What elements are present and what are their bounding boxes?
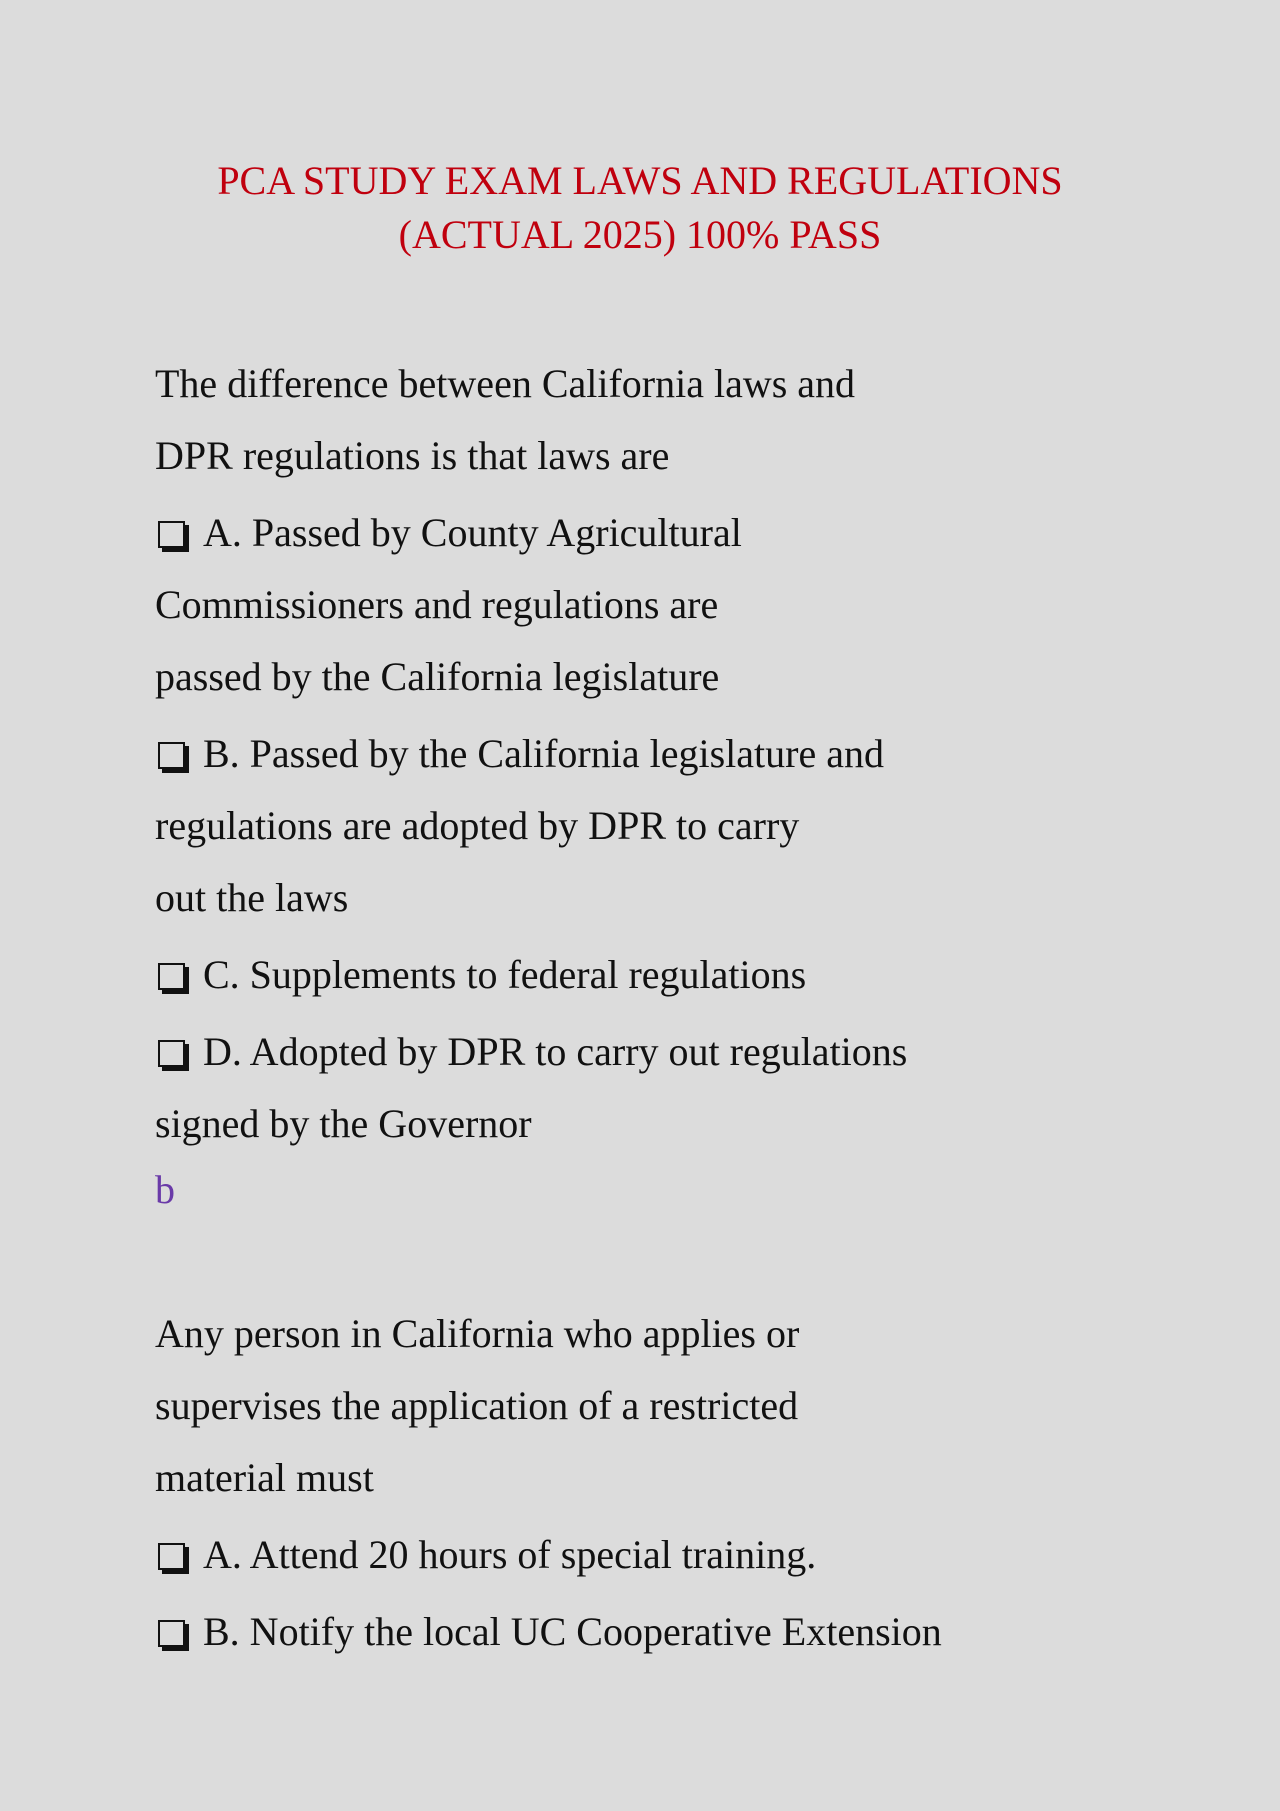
answer-key: b — [155, 1167, 175, 1212]
checkbox-icon[interactable] — [158, 1543, 185, 1570]
title-line-2: (ACTUAL 2025) 100% PASS — [398, 212, 882, 257]
question-stem — [155, 1298, 1155, 1514]
stem-line: supervises the application of a restricted — [155, 1383, 799, 1428]
checkbox-icon[interactable] — [158, 1040, 185, 1067]
stem-line: material must — [155, 1455, 374, 1500]
option-b[interactable] — [155, 718, 1155, 934]
option-line: regulations are adopted by DPR to carry — [155, 803, 800, 848]
checkbox-icon[interactable] — [158, 1620, 185, 1647]
option-text: B. Passed by the California legislature and — [203, 731, 884, 776]
option-text: D. Adopted by DPR to carry out regulations — [203, 1029, 908, 1074]
option-line — [155, 1016, 1155, 1088]
option-line — [155, 497, 1155, 569]
title-line-1: PCA STUDY EXAM LAWS AND REGULATIONS — [217, 158, 1063, 203]
question-stem — [155, 348, 1155, 492]
option-a[interactable] — [155, 497, 1155, 713]
option-text: A. Passed by County Agricultural — [203, 510, 742, 555]
option-text: C. Supplements to federal regulations — [203, 952, 807, 997]
question-2 — [155, 1298, 1155, 1668]
question-1 — [155, 348, 1155, 1226]
option-line: signed by the Governor — [155, 1101, 532, 1146]
option-text: B. Notify the local UC Cooperative Extension — [203, 1609, 942, 1654]
option-line — [155, 1519, 1155, 1591]
option-line: out the laws — [155, 875, 349, 920]
option-text: A. Attend 20 hours of special training. — [203, 1532, 817, 1577]
option-c[interactable] — [155, 939, 1155, 1011]
checkbox-icon[interactable] — [158, 742, 185, 769]
stem-line: DPR regulations is that laws are — [155, 433, 670, 478]
checkbox-icon[interactable] — [158, 521, 185, 548]
option-d[interactable] — [155, 1016, 1155, 1160]
option-line: passed by the California legislature — [155, 654, 720, 699]
option-b[interactable] — [155, 1596, 1155, 1668]
stem-line: Any person in California who applies or — [155, 1311, 800, 1356]
checkbox-icon[interactable] — [158, 963, 185, 990]
stem-line: The difference between California laws and — [155, 361, 856, 406]
option-line — [155, 718, 1155, 790]
option-line — [155, 1596, 1155, 1668]
document-title — [0, 154, 1280, 262]
option-a[interactable] — [155, 1519, 1155, 1591]
option-line: Commissioners and regulations are — [155, 582, 719, 627]
option-line — [155, 939, 1155, 1011]
